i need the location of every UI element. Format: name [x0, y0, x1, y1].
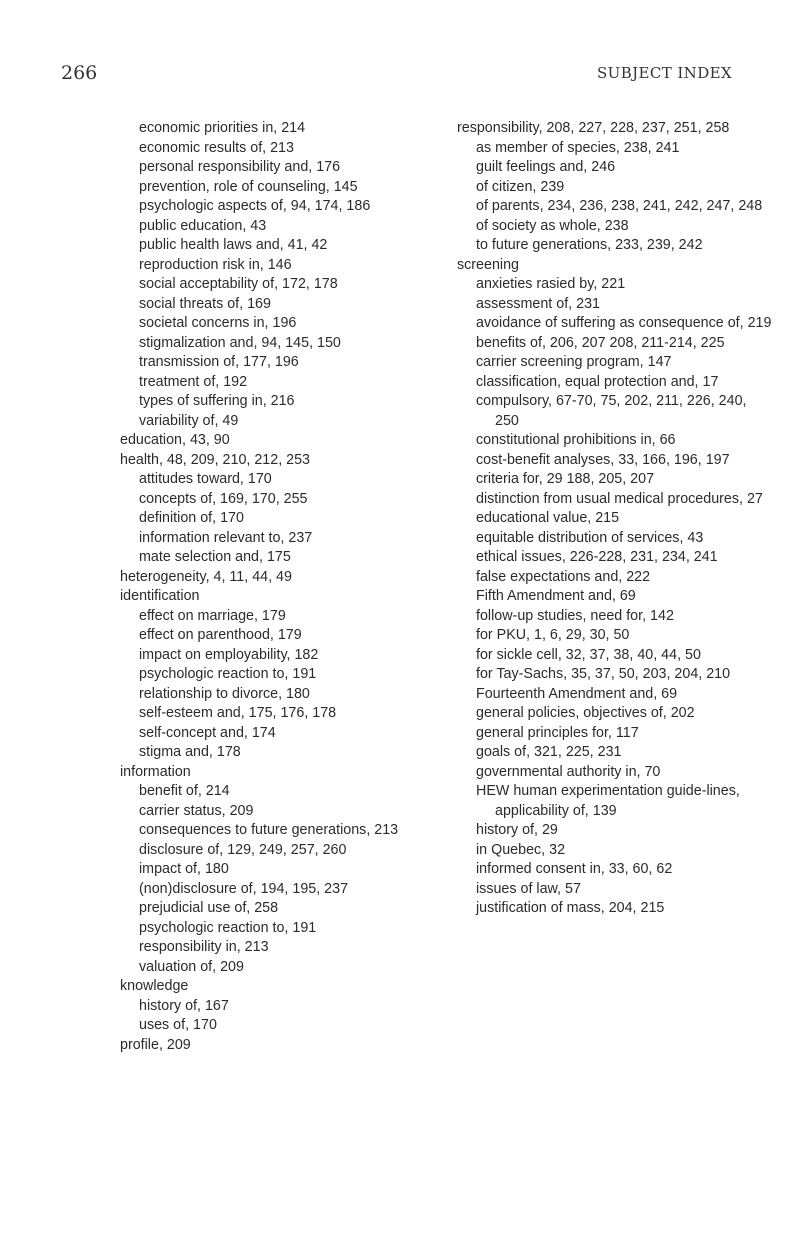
index-subentry: goals of, 321, 225, 231 — [476, 744, 622, 760]
index-subentry: effect on marriage, 179 — [139, 607, 286, 624]
index-subentry: assessment of, 231 — [476, 295, 600, 312]
index-subentry: psychologic aspects of, 94, 174, 186 — [139, 198, 371, 214]
index-subentry: anxieties rasied by, 221 — [476, 276, 626, 292]
index-subentry: definition of, 170 — [139, 510, 244, 526]
index-subentry: personal responsibility and, 176 — [139, 159, 341, 175]
index-heading: information — [120, 763, 191, 780]
index-subentry: psychologic reaction to, 191 — [139, 919, 317, 936]
index-subentry: attitudes toward, 170 — [139, 471, 272, 487]
index-subentry: of society as whole, 238 — [476, 217, 629, 234]
index-subentry: general principles for, 117 — [476, 724, 639, 741]
index-subentry: false expectations and, 222 — [476, 568, 651, 585]
index-subentry: stigmalization and, 94, 145, 150 — [139, 334, 341, 351]
index-subentry: treatment of, 192 — [139, 373, 248, 390]
index-subentry: public education, 43 — [139, 217, 267, 234]
index-subentry: to future generations, 233, 239, 242 — [476, 237, 703, 253]
index-subentry: history of, 167 — [139, 997, 229, 1014]
index-subentry: of parents, 234, 236, 238, 241, 242, 247, 248 — [476, 198, 763, 214]
index-subentry: impact of, 180 — [139, 861, 229, 877]
index-heading: knowledge — [120, 978, 189, 994]
index-subentry: uses of, 170 — [139, 1017, 217, 1033]
index-subentry: social acceptability of, 172, 178 — [139, 276, 338, 292]
index-subentry: as member of species, 238, 241 — [476, 139, 680, 156]
index-subentry: Fifth Amendment and, 69 — [476, 588, 636, 604]
index-subentry: impact on employability, 182 — [139, 646, 319, 663]
index-subentry: ethical issues, 226-228, 231, 234, 241 — [476, 549, 718, 565]
index-subentry: self-esteem and, 175, 176, 178 — [139, 705, 337, 721]
index-subentry: variability of, 49 — [139, 412, 239, 429]
index-subentry: benefits of, 206, 207 208, 211-214, 225 — [476, 334, 725, 351]
index-subentry: constitutional prohibitions in, 66 — [476, 432, 676, 448]
index-heading: screening — [457, 256, 519, 273]
index-subentry: Fourteenth Amendment and, 69 — [476, 685, 678, 702]
index-subentry: classification, equal protection and, 17 — [476, 373, 719, 390]
index-subentry: issues of law, 57 — [476, 880, 581, 897]
index-subentry: general policies, objectives of, 202 — [476, 705, 695, 721]
index-subentry: social threats of, 169 — [139, 295, 271, 312]
index-subentry: psychologic reaction to, 191 — [139, 666, 317, 682]
index-subentry: educational value, 215 — [476, 510, 620, 526]
index-subentry: HEW human experimentation guide-lines, applicability of, 139 — [476, 783, 740, 819]
index-subentry: (non)disclosure of, 194, 195, 237 — [139, 880, 349, 897]
index-subentry: mate selection and, 175 — [139, 549, 291, 565]
index-subentry: informed consent in, 33, 60, 62 — [476, 861, 673, 877]
index-subentry: responsibility in, 213 — [139, 939, 269, 955]
index-subentry: follow-up studies, need for, 142 — [476, 607, 674, 624]
index-subentry: justification of mass, 204, 215 — [476, 900, 665, 916]
index-subentry: economic priorities in, 214 — [139, 120, 306, 136]
index-subentry: in Quebec, 32 — [476, 841, 566, 858]
page-number: 266 — [61, 62, 98, 84]
index-subentry: governmental authority in, 70 — [476, 763, 661, 780]
index-subentry: for sickle cell, 32, 37, 38, 40, 44, 50 — [476, 646, 701, 663]
index-heading: health, 48, 209, 210, 212, 253 — [120, 451, 310, 468]
index-subentry: criteria for, 29 188, 205, 207 — [476, 471, 655, 487]
index-subentry: economic results of, 213 — [139, 139, 294, 156]
index-column-left — [120, 119, 420, 1055]
index-heading: identification — [120, 588, 200, 604]
index-subentry: prejudicial use of, 258 — [139, 900, 279, 916]
index-subentry: reproduction risk in, 146 — [139, 256, 292, 273]
index-subentry: carrier status, 209 — [139, 802, 254, 819]
index-subentry: stigma and, 178 — [139, 744, 241, 760]
index-subentry: disclosure of, 129, 249, 257, 260 — [139, 841, 347, 858]
index-subentry: relationship to divorce, 180 — [139, 685, 310, 702]
index-subentry: cost-benefit analyses, 33, 166, 196, 197 — [476, 451, 730, 468]
index-heading: responsibility, 208, 227, 228, 237, 251, 258 — [457, 120, 730, 136]
index-subentry: types of suffering in, 216 — [139, 393, 295, 409]
running-head: SUBJECT INDEX — [597, 64, 733, 82]
index-heading: heterogeneity, 4, 11, 44, 49 — [120, 568, 292, 585]
index-subentry: valuation of, 209 — [139, 958, 244, 975]
index-subentry: equitable distribution of services, 43 — [476, 529, 704, 546]
index-subentry: compulsory, 67-70, 75, 202, 211, 226, 240, 250 — [476, 393, 747, 429]
index-subentry: of citizen, 239 — [476, 178, 565, 195]
index-subentry: history of, 29 — [476, 822, 558, 838]
index-heading: profile, 209 — [120, 1036, 191, 1053]
index-subentry: self-concept and, 174 — [139, 724, 276, 741]
index-subentry: prevention, role of counseling, 145 — [139, 178, 358, 195]
index-subentry: guilt feelings and, 246 — [476, 159, 616, 175]
index-subentry: information relevant to, 237 — [139, 529, 313, 546]
index-subentry: carrier screening program, 147 — [476, 354, 672, 370]
index-subentry: effect on parenthood, 179 — [139, 627, 302, 643]
index-subentry: concepts of, 169, 170, 255 — [139, 490, 308, 507]
index-subentry: avoidance of suffering as consequence of, 219 — [476, 315, 772, 331]
index-subentry: benefit of, 214 — [139, 783, 230, 799]
index-subentry: distinction from usual medical procedures, 27 — [476, 490, 763, 507]
index-subentry: public health laws and, 41, 42 — [139, 237, 328, 253]
index-heading: education, 43, 90 — [120, 432, 230, 448]
index-subentry: for PKU, 1, 6, 29, 30, 50 — [476, 627, 630, 643]
index-subentry: societal concerns in, 196 — [139, 315, 297, 331]
index-subentry: transmission of, 177, 196 — [139, 354, 299, 370]
index-subentry: for Tay-Sachs, 35, 37, 50, 203, 204, 210 — [476, 666, 731, 682]
index-column-right — [457, 119, 773, 919]
index-subentry: consequences to future generations, 213 — [139, 822, 399, 838]
